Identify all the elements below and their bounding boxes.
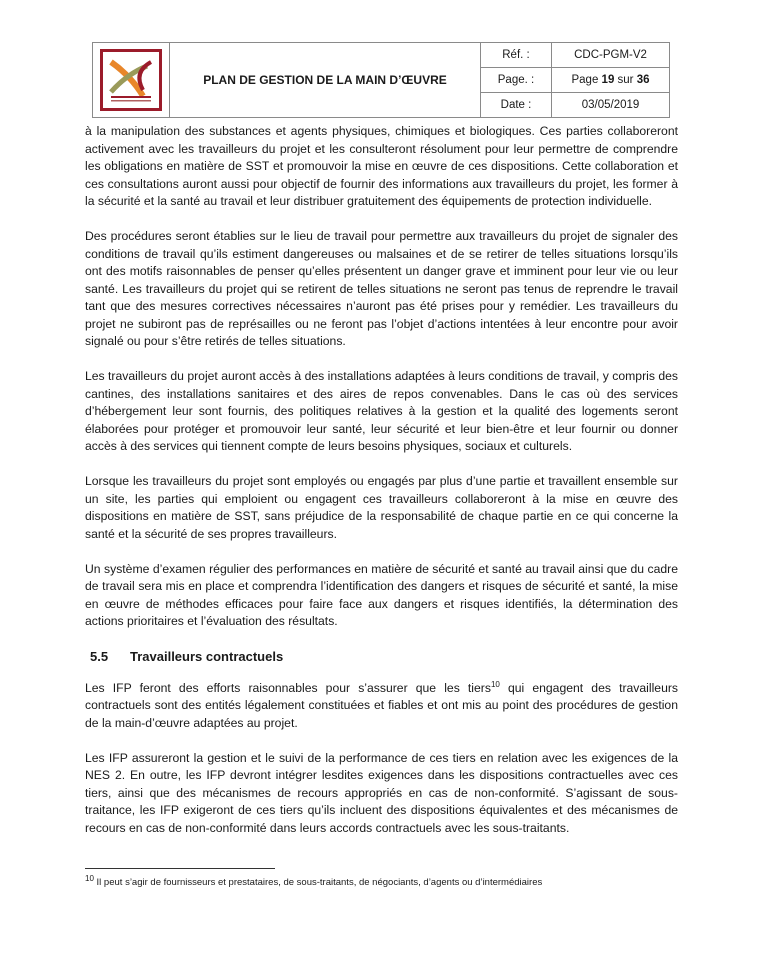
footnote-reference[interactable]: 10 (490, 679, 500, 689)
logo-cell (93, 43, 170, 118)
section-heading (90, 648, 678, 666)
page-value (552, 68, 670, 93)
document-header (92, 42, 670, 118)
section-title: Travailleurs contractuels (130, 649, 284, 664)
logo-icon (103, 52, 159, 108)
page-prefix: Page (571, 74, 602, 86)
paragraph: Un système d’examen régulier des performances en matière de sécurité et santé au travail ainsi que du cadre de travail sera mis en place et comprendra l’identification des dangers et risques de sécurité et santé, la mise en œuvre de méthodes efficaces pour faire face aux dangers et risques identifiés, la détermination des actions prioritaires et l’évaluation des résultats. (85, 561, 678, 628)
page-total: 36 (636, 74, 650, 86)
paragraph-text: Les IFP feront des efforts raisonnables pour s’assurer que les tiers (85, 680, 491, 695)
page-label: Page. : (481, 68, 552, 93)
paragraph (85, 680, 678, 733)
document-body (85, 123, 678, 855)
footnote-text: Il peut s’agir de fournisseurs et prestataires, de sous-traitants, de négociants, d’agents ou d’intermédiaires (93, 877, 543, 888)
date-value: 03/05/2019 (552, 93, 670, 118)
page-number: 19 (601, 74, 615, 86)
paragraph: à la manipulation des substances et agents physiques, chimiques et biologiques. Ces parties collaboreront activement avec les travailleurs du projet et les consulteront résolument pour leur permettre de comprendre les obligations en matière de SST et promouvoir la mise en œuvre de ces dispositions. Cette collaboration et ces consultations auront aussi pour objectif de fournir des informations aux travailleurs du projet, les former à la sécurité et la santé au travail et leur distribuer gratuitement des équipements de protection individuelle. (85, 124, 678, 208)
footnote (85, 873, 543, 888)
paragraph: Lorsque les travailleurs du projet sont employés ou engagés par plus d’une partie et travaillent ensemble sur un site, les parties qui emploient ou engagent ces travailleurs collaboreront à la mise en œuvre des dispositions en matière de SST, sans préjudice de la responsabilité de chaque partie en ce qui concerne la santé et la sécurité de ses propres travailleurs. (85, 474, 678, 541)
ref-label: Réf. : (481, 43, 552, 68)
paragraph-text: qui engagent des travailleurs contractuels sont des entités légalement constituées et fiables et ont mis au point des procédures de gestion de la main-d’œuvre adaptées au projet. (85, 680, 678, 730)
page-mid: sur (614, 74, 637, 86)
date-label: Date : (481, 93, 552, 118)
footnote-number: 10 (85, 873, 94, 883)
paragraph: Des procédures seront établies sur le lieu de travail pour permettre aux travailleurs du projet de signaler des conditions de travail qu’ils estiment dangereuses ou malsaines et de se retirer de telles situations lorsqu’ils ont des motifs raisonnables de penser qu’elles présentent un danger grave et imminent pour leur vie ou leur santé. Les travailleurs du projet qui se retirent de telles situations ne seront pas tenus de reprendre le travail tant que des mesures correctives nécessaires n’auront pas été prises pour y remédier. Les travailleurs du projet ne subiront pas de représailles ou ne feront pas l’objet d’actions intentées à leur encontre pour avoir signalé ou pour s’être retirés de telles situations. (85, 229, 678, 348)
organization-logo (100, 49, 162, 111)
paragraph: Les travailleurs du projet auront accès à des installations adaptées à leurs conditions de travail, y compris des cantines, des installations sanitaires et des aires de repos convenables. Dans le cas où des services d’hébergement leur sont fournis, des politiques relatives à la gestion et la qualité des logements seront élaborées pour protéger et promouvoir leur santé, leur sécurité et leur bien-être et leur fournir ou donner accès à des services qui tiennent compte de leurs besoins physiques, sociaux et culturels. (85, 369, 678, 453)
footnote-separator (85, 868, 275, 869)
document-title: PLAN DE GESTION DE LA MAIN D’ŒUVRE (170, 43, 481, 118)
section-number: 5.5 (90, 649, 109, 664)
ref-value: CDC-PGM-V2 (552, 43, 670, 68)
paragraph: Les IFP assureront la gestion et le suivi de la performance de ces tiers en relation avec les exigences de la NES 2. En outre, les IFP devront intégrer lesdites exigences dans les dispositions contractuelles avec ces tiers, ainsi que des mécanismes de recours appropriés en cas de non-conformité. S’agissant de sous-traitance, les IFP exigeront de ces tiers qu’ils incluent des dispositions équivalentes et des mécanismes de recours en cas de non-conformité dans leurs accords contractuels avec les sous-traitants. (85, 750, 678, 835)
